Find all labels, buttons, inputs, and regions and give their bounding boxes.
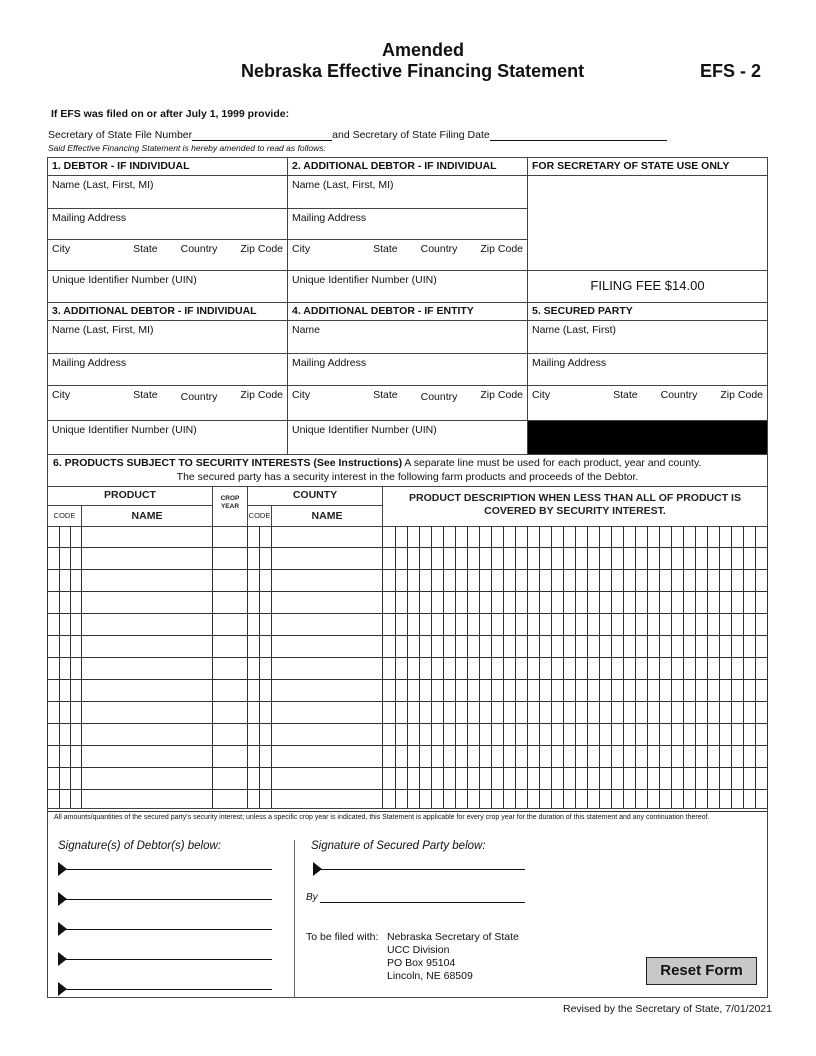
debtor2-city-field[interactable] bbox=[287, 239, 528, 271]
grid-column-line bbox=[247, 526, 248, 808]
debtor-signature-label: Signature(s) of Debtor(s) below: bbox=[58, 840, 221, 852]
debtor2-uin-label: Unique Identifier Number (UIN) bbox=[292, 274, 437, 286]
debtor4-header: 4. ADDITIONAL DEBTOR - IF ENTITY bbox=[287, 302, 528, 321]
col-product-name: NAME bbox=[81, 505, 213, 527]
col-county-code: CODE bbox=[247, 505, 272, 527]
secured-signature-label: Signature of Secured Party below: bbox=[311, 840, 486, 852]
grid-column-line bbox=[503, 526, 504, 808]
grid-column-line bbox=[551, 526, 552, 808]
city-label: City bbox=[52, 389, 71, 401]
debtor-signature-line-4[interactable] bbox=[62, 959, 272, 960]
secured-address-label: Mailing Address bbox=[532, 357, 607, 369]
filing-date-field[interactable] bbox=[490, 129, 667, 141]
grid-column-line bbox=[479, 526, 480, 808]
zip-label: Zip Code bbox=[720, 389, 763, 401]
country-label: Country bbox=[420, 391, 458, 403]
debtor3-name-label: Name (Last, First, MI) bbox=[52, 324, 154, 336]
products-title: 6. PRODUCTS SUBJECT TO SECURITY INTERESTS (See Instructions) bbox=[53, 457, 403, 469]
col-product: PRODUCT bbox=[47, 486, 213, 506]
grid-column-line bbox=[81, 526, 82, 808]
reset-form-button[interactable]: Reset Form bbox=[646, 957, 757, 985]
address-line: UCC Division bbox=[387, 944, 450, 956]
address-line: Nebraska Secretary of State bbox=[387, 931, 519, 943]
grid-column-line bbox=[599, 526, 600, 808]
zip-label: Zip Code bbox=[480, 243, 523, 255]
amended-note: Said Effective Financing Statement is hereby amended to read as follows: bbox=[48, 143, 326, 153]
grid-column-line bbox=[47, 526, 48, 808]
grid-column-line bbox=[431, 526, 432, 808]
col-county-name: NAME bbox=[271, 505, 383, 527]
grid-column-line bbox=[767, 526, 768, 808]
debtor-signature-line-1[interactable] bbox=[62, 869, 272, 870]
secured-name-label: Name (Last, First) bbox=[532, 324, 617, 336]
form-id: EFS - 2 bbox=[700, 61, 762, 81]
secured-city-field[interactable] bbox=[527, 385, 768, 421]
city-label: City bbox=[532, 389, 551, 401]
grid-column-line bbox=[407, 526, 408, 808]
state-label: State bbox=[133, 389, 158, 401]
debtor1-address-label: Mailing Address bbox=[52, 212, 127, 224]
col-county: COUNTY bbox=[247, 486, 383, 506]
grid-column-line bbox=[70, 526, 71, 808]
secured-party-header: 5. SECURED PARTY bbox=[527, 302, 768, 321]
grid-column-line bbox=[671, 526, 672, 808]
filed-with-label: To be filed with: bbox=[306, 931, 379, 943]
security-interest-note: All amounts/quantities of the secured party's security interest; unless a specific crop year is indicated, this Statement is applicable for every crop year for the duration of this statement and any continuation thereof. bbox=[54, 814, 710, 821]
debtor4-city-field[interactable] bbox=[287, 385, 528, 421]
grid-column-line bbox=[491, 526, 492, 808]
signature-divider bbox=[294, 840, 295, 998]
efs-filed-instruction: If EFS was filed on or after July 1, 1999 provide: bbox=[51, 108, 290, 120]
filing-address bbox=[387, 931, 519, 983]
secured-signature-line[interactable] bbox=[317, 869, 525, 870]
file-number-label: Secretary of State File Number bbox=[48, 129, 193, 141]
grid-column-line bbox=[719, 526, 720, 808]
debtor3-name-field[interactable] bbox=[47, 320, 288, 354]
debtor3-uin-label: Unique Identifier Number (UIN) bbox=[52, 424, 197, 436]
debtor1-city-field[interactable] bbox=[47, 239, 288, 271]
grid-column-line bbox=[419, 526, 420, 808]
country-label: Country bbox=[180, 391, 218, 403]
grid-column-line bbox=[575, 526, 576, 808]
country-label: Country bbox=[420, 243, 458, 255]
city-label: City bbox=[52, 243, 71, 255]
state-label: State bbox=[373, 243, 398, 255]
col-product-code: CODE bbox=[47, 505, 82, 527]
city-label: City bbox=[292, 389, 311, 401]
debtor3-address-field[interactable] bbox=[47, 353, 288, 386]
grid-column-line bbox=[707, 526, 708, 808]
grid-column-line bbox=[743, 526, 744, 808]
grid-column-line bbox=[395, 526, 396, 808]
grid-column-line bbox=[455, 526, 456, 808]
debtor2-address-label: Mailing Address bbox=[292, 212, 367, 224]
state-label: State bbox=[613, 389, 638, 401]
grid-column-line bbox=[271, 526, 272, 808]
grid-column-line bbox=[683, 526, 684, 808]
grid-column-line bbox=[259, 526, 260, 808]
page-title: Nebraska Effective Financing Statement bbox=[241, 61, 585, 81]
grid-column-line bbox=[587, 526, 588, 808]
file-number-line bbox=[48, 129, 667, 141]
zip-label: Zip Code bbox=[480, 389, 523, 401]
debtor3-city-field[interactable] bbox=[47, 385, 288, 421]
secured-address-field[interactable] bbox=[527, 353, 768, 386]
debtor1-address-field[interactable] bbox=[47, 208, 288, 240]
grid-column-line bbox=[59, 526, 60, 808]
state-label: State bbox=[133, 243, 158, 255]
grid-column-line bbox=[635, 526, 636, 808]
col-product-description: PRODUCT DESCRIPTION WHEN LESS THAN ALL OF PRODUCT IS COVERED BY SECURITY INTEREST. bbox=[382, 486, 768, 527]
filing-fee: FILING FEE $14.00 bbox=[527, 270, 768, 303]
grid-column-line bbox=[467, 526, 468, 808]
debtor4-uin-field[interactable] bbox=[287, 420, 528, 455]
title-amended: Amended bbox=[381, 40, 464, 60]
grid-column-line bbox=[382, 526, 383, 808]
filing-date-label: and Secretary of State Filing Date bbox=[332, 129, 490, 141]
grid-column-line bbox=[515, 526, 516, 808]
grid-column-line bbox=[563, 526, 564, 808]
debtor4-name-field[interactable] bbox=[287, 320, 528, 354]
grid-column-line bbox=[623, 526, 624, 808]
debtor-signature-line-3[interactable] bbox=[62, 929, 272, 930]
by-signature-line[interactable] bbox=[320, 902, 525, 903]
grid-column-line bbox=[611, 526, 612, 808]
grid-column-line bbox=[539, 526, 540, 808]
country-label: Country bbox=[660, 389, 698, 401]
products-subtitle: The secured party has a security interest in the following farm products and proceeds of the Debtor. bbox=[176, 471, 639, 483]
grid-column-line bbox=[755, 526, 756, 808]
address-line: Lincoln, NE 68509 bbox=[387, 970, 473, 982]
address-line: PO Box 95104 bbox=[387, 957, 456, 969]
secured-name-field[interactable] bbox=[527, 320, 768, 354]
revision-note: Revised by the Secretary of State, 7/01/2021 bbox=[563, 1003, 772, 1015]
by-label: By bbox=[306, 892, 318, 903]
grid-column-line bbox=[212, 526, 213, 808]
debtor3-address-label: Mailing Address bbox=[52, 357, 127, 369]
col-crop-year: CROP YEAR bbox=[212, 486, 248, 527]
debtor1-name-field[interactable] bbox=[47, 175, 288, 209]
file-number-field[interactable] bbox=[192, 129, 332, 141]
debtor4-name-label: Name bbox=[292, 324, 321, 336]
debtor2-uin-field[interactable] bbox=[287, 270, 528, 303]
city-label: City bbox=[292, 243, 311, 255]
debtor1-header: 1. DEBTOR - IF INDIVIDUAL bbox=[47, 157, 288, 176]
debtor4-address-label: Mailing Address bbox=[292, 357, 367, 369]
zip-label: Zip Code bbox=[240, 243, 283, 255]
country-label: Country bbox=[180, 243, 218, 255]
grid-column-line bbox=[695, 526, 696, 808]
debtor2-name-field[interactable] bbox=[287, 175, 528, 209]
debtor1-name-label: Name (Last, First, MI) bbox=[52, 179, 154, 191]
products-section-header bbox=[47, 454, 768, 487]
debtor4-address-field[interactable] bbox=[287, 353, 528, 386]
debtor2-name-label: Name (Last, First, MI) bbox=[292, 179, 394, 191]
redacted-block bbox=[527, 420, 768, 455]
products-title-rest: A separate line must be used for each product, year and county. bbox=[402, 457, 702, 469]
debtor2-address-field[interactable] bbox=[287, 208, 528, 240]
debtor4-uin-label: Unique Identifier Number (UIN) bbox=[292, 424, 437, 436]
grid-column-line bbox=[443, 526, 444, 808]
grid-column-line bbox=[647, 526, 648, 808]
debtor1-uin-label: Unique Identifier Number (UIN) bbox=[52, 274, 197, 286]
grid-column-line bbox=[659, 526, 660, 808]
debtor-signature-line-2[interactable] bbox=[62, 899, 272, 900]
zip-label: Zip Code bbox=[240, 389, 283, 401]
grid-column-line bbox=[731, 526, 732, 808]
debtor3-uin-field[interactable] bbox=[47, 420, 288, 455]
debtor-signature-line-5[interactable] bbox=[62, 989, 272, 990]
debtor1-uin-field[interactable] bbox=[47, 270, 288, 303]
grid-column-line bbox=[527, 526, 528, 808]
state-label: State bbox=[373, 389, 398, 401]
debtor2-header: 2. ADDITIONAL DEBTOR - IF INDIVIDUAL bbox=[287, 157, 528, 176]
sos-use-header: FOR SECRETARY OF STATE USE ONLY bbox=[527, 157, 768, 176]
debtor3-header: 3. ADDITIONAL DEBTOR - IF INDIVIDUAL bbox=[47, 302, 288, 321]
sos-use-area bbox=[527, 175, 768, 271]
